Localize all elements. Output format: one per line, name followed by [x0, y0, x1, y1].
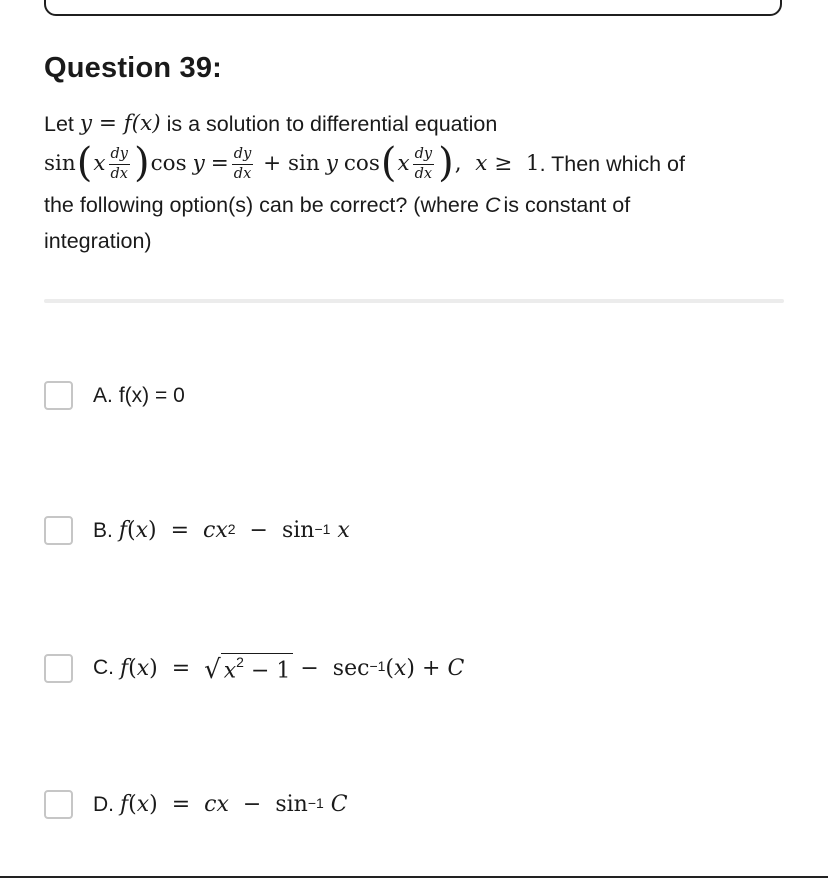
option-b[interactable] [44, 516, 350, 545]
question-line-1: Let y = f(x) is a solution to differential equation [44, 106, 784, 142]
option-c-math: f ( x ) = √ $x^2 - 1$ − sec −1 ( x ) + C [120, 654, 465, 686]
option-b-math: f ( x ) = cx 2 − sin −1 x [118, 518, 350, 543]
question-equation: sin ( x $\frac{dy}{dx}$ ) cos y = $\frac{dy}{dx}$ + sin y cos ( x $\frac{dy}{dx}$ ) , x ≥ 1 . Then which of [44, 139, 685, 186]
option-d[interactable] [44, 790, 348, 819]
math-y-equals-fx: y = f(x) [79, 110, 161, 136]
question-line-4: integration) [44, 228, 152, 253]
section-divider [44, 299, 784, 303]
question-title: Question 39: [44, 52, 223, 84]
bottom-border [0, 876, 828, 878]
option-b-checkbox[interactable] [44, 516, 73, 545]
option-a-label: A. f(x) = 0 [93, 383, 185, 407]
question-line-3: the following option(s) can be correct? (where C is constant of [44, 192, 631, 217]
option-b-label: B. f ( x ) = cx 2 − sin −1 x [93, 518, 350, 543]
option-a-checkbox[interactable] [44, 381, 73, 410]
option-d-label: D. f ( x ) = cx − sin −1 C [93, 792, 348, 817]
option-d-checkbox[interactable] [44, 790, 73, 819]
option-d-math: f ( x ) = cx − sin −1 C [120, 792, 348, 817]
option-a-text: f(x) = 0 [118, 383, 185, 407]
option-c[interactable] [44, 653, 465, 686]
option-c-checkbox[interactable] [44, 654, 73, 683]
previous-card-edge [44, 0, 782, 16]
question-text [44, 106, 784, 259]
option-c-label: C. f ( x ) = √ $x^2 - 1$ − sec −1 ( x ) + C [93, 654, 465, 686]
option-a[interactable] [44, 381, 185, 410]
